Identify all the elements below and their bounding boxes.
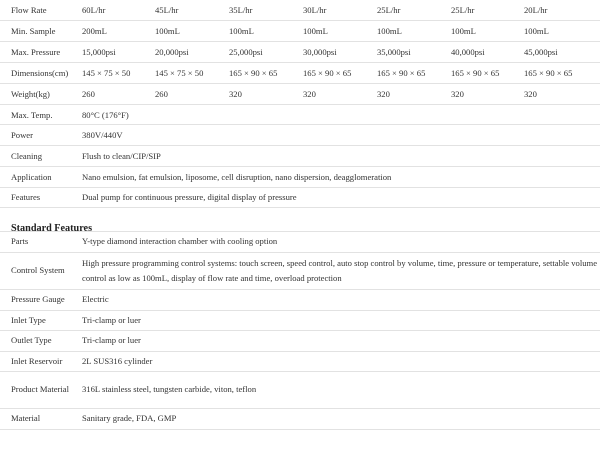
feature-value: High pressure programming control systems: touch screen, speed control, auto stop control by volume, time, pressure or temperature, settable volume control as low as 100mL, display of flow rate and time, overload protection <box>71 253 600 290</box>
spec-cell: 260 <box>144 84 218 105</box>
spec-wide-value: 380V/440V <box>71 125 600 146</box>
spec-cell: 165 × 90 × 65 <box>366 62 440 84</box>
specifications-table <box>0 0 600 208</box>
feature-label: Inlet Reservoir <box>0 351 71 372</box>
spec-wide-value: Flush to clean/CIP/SIP <box>71 146 600 167</box>
spec-cell: 320 <box>366 84 440 105</box>
spec-cell: 45L/hr <box>144 0 218 21</box>
feature-value: Sanitary grade, FDA, GMP <box>71 409 600 430</box>
spec-cell: 30L/hr <box>292 0 366 21</box>
spec-row-label: Dimensions(cm) <box>0 62 71 84</box>
spec-row <box>0 62 600 84</box>
spec-row-label: Max. Temp. <box>0 104 71 125</box>
feature-value: Tri-clamp or luer <box>71 331 600 352</box>
spec-cell: 165 × 90 × 65 <box>292 62 366 84</box>
feature-row <box>0 290 600 311</box>
spec-row <box>0 41 600 62</box>
feature-label: Material <box>0 409 71 430</box>
spec-cell: 30,000psi <box>292 41 366 62</box>
feature-value: Tri-clamp or luer <box>71 310 600 331</box>
spec-row-label: Cleaning <box>0 146 71 167</box>
feature-value: 2L SUS316 cylinder <box>71 351 600 372</box>
spec-cell: 100mL <box>144 21 218 42</box>
spec-cell: 45,000psi <box>513 41 600 62</box>
spec-row <box>0 0 600 21</box>
spec-wide-row <box>0 104 600 125</box>
spec-row-label: Weight(kg) <box>0 84 71 105</box>
specifications-body <box>0 0 600 208</box>
standard-features-body <box>0 232 600 429</box>
feature-value: Electric <box>71 290 600 311</box>
spec-cell: 15,000psi <box>71 41 144 62</box>
spec-row-label: Min. Sample <box>0 21 71 42</box>
spec-cell: 320 <box>440 84 513 105</box>
spec-cell: 260 <box>71 84 144 105</box>
feature-label: Control System <box>0 253 71 290</box>
spec-wide-row <box>0 166 600 187</box>
spec-row <box>0 84 600 105</box>
spec-cell: 40,000psi <box>440 41 513 62</box>
spec-cell: 165 × 90 × 65 <box>513 62 600 84</box>
standard-features-title: Standard Features <box>0 208 600 232</box>
spec-wide-value: Dual pump for continuous pressure, digital display of pressure <box>71 187 600 208</box>
spec-row-label: Flow Rate <box>0 0 71 21</box>
spec-cell: 200mL <box>71 21 144 42</box>
spec-cell: 100mL <box>440 21 513 42</box>
spec-wide-row <box>0 187 600 208</box>
standard-features-table <box>0 232 600 430</box>
spec-row-label: Power <box>0 125 71 146</box>
spec-cell: 60L/hr <box>71 0 144 21</box>
spec-cell: 25,000psi <box>218 41 292 62</box>
feature-row <box>0 232 600 253</box>
spec-wide-value: 80°C (176°F) <box>71 104 600 125</box>
feature-row <box>0 331 600 352</box>
feature-label: Pressure Gauge <box>0 290 71 311</box>
spec-cell: 165 × 90 × 65 <box>218 62 292 84</box>
feature-label: Inlet Type <box>0 310 71 331</box>
spec-cell: 145 × 75 × 50 <box>144 62 218 84</box>
spec-cell: 25L/hr <box>366 0 440 21</box>
feature-value: 316L stainless steel, tungsten carbide, viton, teflon <box>71 372 600 409</box>
spec-cell: 100mL <box>292 21 366 42</box>
feature-value: Y-type diamond interaction chamber with cooling option <box>71 232 600 253</box>
feature-label: Outlet Type <box>0 331 71 352</box>
spec-cell: 145 × 75 × 50 <box>71 62 144 84</box>
feature-row <box>0 253 600 290</box>
spec-cell: 20,000psi <box>144 41 218 62</box>
spec-cell: 165 × 90 × 65 <box>440 62 513 84</box>
feature-label: Product Material <box>0 372 71 409</box>
feature-row <box>0 351 600 372</box>
spec-cell: 25L/hr <box>440 0 513 21</box>
feature-label: Parts <box>0 232 71 253</box>
spec-cell: 320 <box>513 84 600 105</box>
spec-cell: 320 <box>292 84 366 105</box>
spec-cell: 320 <box>218 84 292 105</box>
feature-row <box>0 310 600 331</box>
spec-row-label: Application <box>0 166 71 187</box>
spec-cell: 35,000psi <box>366 41 440 62</box>
feature-row <box>0 372 600 409</box>
spec-cell: 100mL <box>366 21 440 42</box>
spec-cell: 100mL <box>218 21 292 42</box>
spec-cell: 20L/hr <box>513 0 600 21</box>
spec-wide-value: Nano emulsion, fat emulsion, liposome, cell disruption, nano dispersion, deagglomeration <box>71 166 600 187</box>
spec-cell: 100mL <box>513 21 600 42</box>
spec-cell: 35L/hr <box>218 0 292 21</box>
spec-wide-row <box>0 146 600 167</box>
feature-row <box>0 409 600 430</box>
spec-wide-row <box>0 125 600 146</box>
spec-row-label: Features <box>0 187 71 208</box>
spec-row-label: Max. Pressure <box>0 41 71 62</box>
spec-row <box>0 21 600 42</box>
